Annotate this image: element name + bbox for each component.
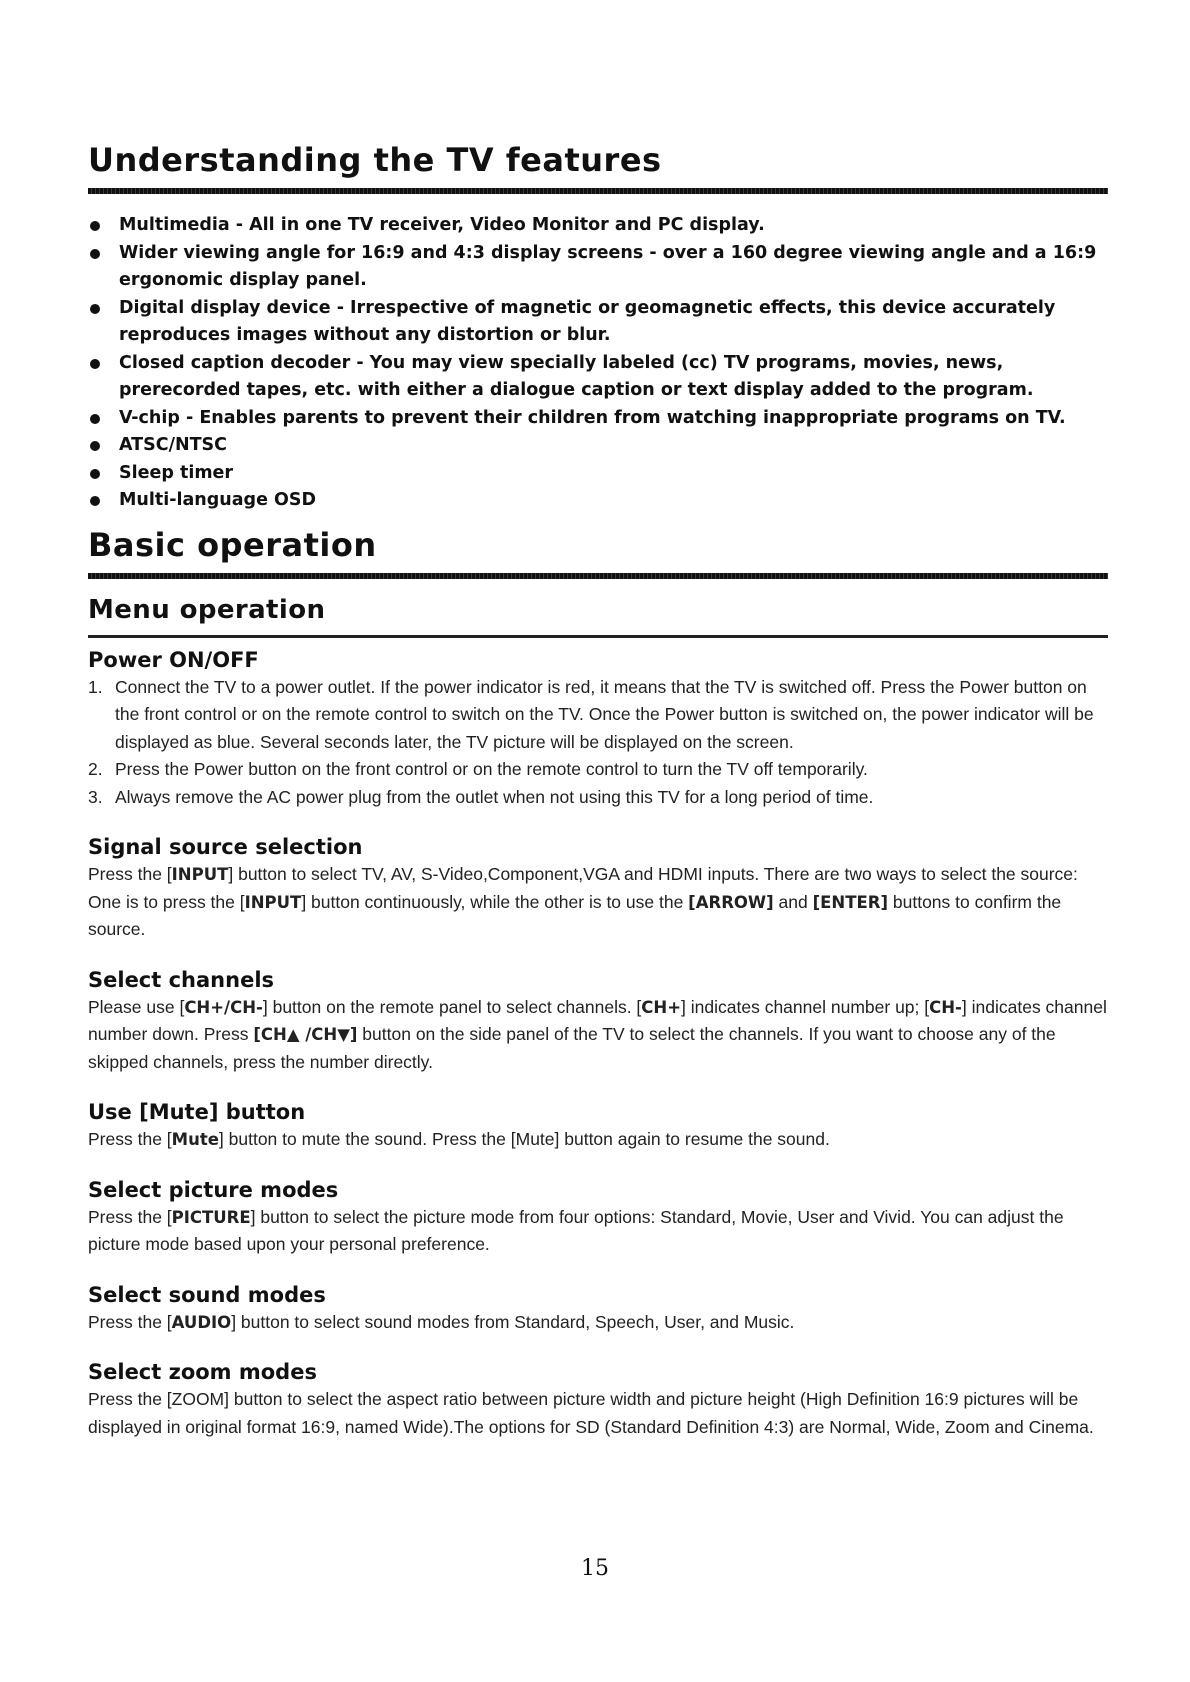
- zoom-section: [88, 1358, 1108, 1441]
- bullet-icon: [90, 304, 100, 314]
- mute-section: [88, 1098, 1108, 1154]
- picture-section: [88, 1176, 1108, 1259]
- features-title: Understanding the TV features: [88, 141, 662, 179]
- menu-operation-title: Menu operation: [88, 594, 326, 625]
- bullet-icon: [90, 359, 100, 369]
- bullet-icon: [90, 496, 100, 506]
- list-item: Sleep timer: [88, 460, 1108, 488]
- channels-text: Please use [CH+/CH-] button on the remote panel to select channels. [CH+] indicates channel number up; [CH-] indicates channel number down. Press [CH▲ /CH▼] button on the side panel of the TV to select the channels. If you want to choose any of the skipped channels, press the number directly.: [88, 996, 1107, 1072]
- list-item: 1. Connect the TV to a power outlet. If the power indicator is red, it means that the TV is switched off. Press the Power button on the front control or on the remote control to switch on the TV. Once the Power button is switched on, the power indicator will be displayed as blue. Several seconds later, the TV picture will be displayed on the screen.: [88, 676, 1094, 752]
- picture-heading: Select picture modes: [88, 1177, 339, 1202]
- bullet-icon: [90, 441, 100, 451]
- sound-text: Press the [AUDIO] button to select sound modes from Standard, Speech, User, and Music.: [88, 1311, 795, 1332]
- basic-operation-title: Basic operation: [88, 525, 377, 564]
- bullet-icon: [90, 414, 100, 424]
- list-item: Wider viewing angle for 16:9 and 4:3 display screens - over a 160 degree viewing angle and a 16:9 ergonomic display panel.: [88, 240, 1108, 295]
- bullet-icon: [90, 249, 100, 259]
- bullet-icon: [90, 221, 100, 231]
- signal-heading: Signal source selection: [88, 835, 363, 859]
- signal-text: Press the [INPUT] button to select TV, AV, S-Video,Component,VGA and HDMI inputs. There are two ways to select the source: One is to press the [INPUT] button continuously, while the other is to use the [ARROW] and [ENTER] buttons to confirm the source.: [88, 864, 1078, 939]
- picture-text: Press the [PICTURE] button to select the picture mode from four options: Standard, Movie, User and Vivid. You can adjust the picture mode based upon your personal preference.: [88, 1206, 1064, 1254]
- subtitle-rule: [88, 635, 1108, 638]
- feature-list: [88, 212, 1108, 515]
- page-number: 15: [581, 1556, 609, 1581]
- mute-text: Press the [Mute] button to mute the sound. Press the [Mute] button again to resume the sound.: [88, 1129, 830, 1149]
- page-content: [88, 140, 1108, 1441]
- zoom-text: Press the [ZOOM] button to select the aspect ratio between picture width and picture height (High Definition 16:9 pictures will be displayed in original format 16:9, named Wide).The options for SD (Standard Definition 4:3) are Normal, Wide, Zoom and Cinema.: [88, 1389, 1094, 1437]
- list-item: Digital display device - Irrespective of magnetic or geomagnetic effects, this device accurately reproduces images without any distortion or blur.: [88, 295, 1108, 350]
- title-rule: [88, 573, 1108, 579]
- sound-heading: Select sound modes: [88, 1282, 326, 1307]
- signal-section: [88, 833, 1108, 944]
- list-item: V-chip - Enables parents to prevent their children from watching inappropriate programs on TV.: [88, 405, 1108, 433]
- list-item: Multimedia - All in one TV receiver, Video Monitor and PC display.: [88, 212, 1108, 240]
- title-rule: [88, 188, 1108, 194]
- list-item: Closed caption decoder - You may view specially labeled (cc) TV programs, movies, news, prerecorded tapes, etc. with either a dialogue caption or text display added to the program.: [88, 350, 1108, 405]
- power-steps: [88, 674, 1108, 812]
- bullet-icon: [90, 469, 100, 479]
- power-section: [88, 646, 1108, 812]
- list-item: 3. Always remove the AC power plug from the outlet when not using this TV for a long period of time.: [88, 786, 874, 807]
- list-item: Multi-language OSD: [88, 487, 1108, 515]
- list-item: 2. Press the Power button on the front control or on the remote control to turn the TV off temporarily.: [88, 759, 868, 779]
- sound-section: [88, 1281, 1108, 1337]
- zoom-heading: Select zoom modes: [88, 1360, 317, 1384]
- mute-heading: Use [Mute] button: [88, 1100, 306, 1124]
- channels-heading: Select channels: [88, 967, 275, 992]
- power-heading: Power ON/OFF: [88, 647, 259, 672]
- channels-section: [88, 966, 1108, 1077]
- list-item: ATSC/NTSC: [88, 432, 1108, 460]
